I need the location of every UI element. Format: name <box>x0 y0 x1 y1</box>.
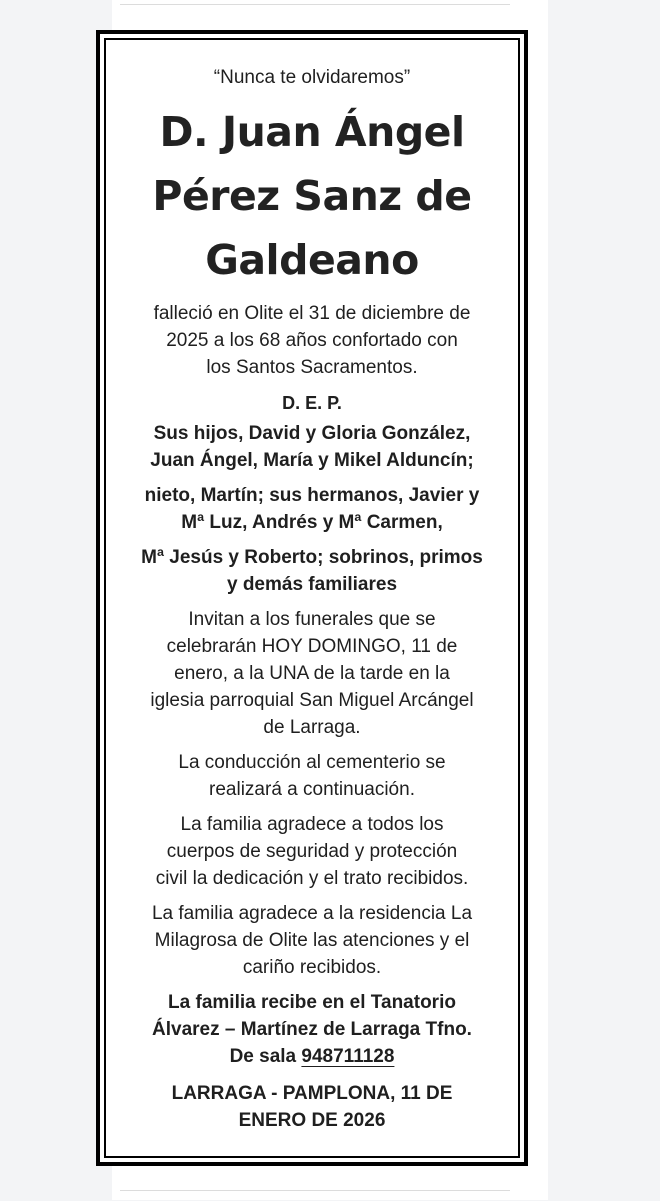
deceased-name <box>114 100 510 292</box>
name-line: D. Juan Ángel <box>159 108 465 156</box>
cemetery-note <box>114 749 510 803</box>
phone-link[interactable]: 948711128 <box>301 1046 395 1067</box>
text-line: y demás familiares <box>226 574 398 595</box>
text-line: Mª Luz, Andrés y Mª Carmen, <box>181 512 443 533</box>
next-card-edge <box>120 1190 510 1201</box>
text-line: Sus hijos, David y Gloria González, <box>153 423 471 444</box>
dep-label: D. E. P. <box>282 393 342 413</box>
epigraph-quote: “Nunca te olvidaremos” <box>213 67 411 88</box>
text-line: de Larraga. <box>263 717 361 738</box>
text-line: falleció en Olite el 31 de diciembre de <box>153 303 471 324</box>
text-line: iglesia parroquial San Miguel Arcángel <box>150 690 474 711</box>
wake-info <box>114 989 510 1070</box>
text-line: Álvarez – Martínez de Larraga Tfno. <box>152 1019 472 1040</box>
thanks-security <box>114 811 510 892</box>
funeral-invitation <box>114 606 510 741</box>
obituary-card <box>96 30 528 1166</box>
name-line: Pérez Sanz de <box>152 172 472 220</box>
text-line: los Santos Sacramentos. <box>206 357 418 378</box>
family-group <box>114 544 510 598</box>
text-line: Mª Jesús y Roberto; sobrinos, primos <box>141 547 483 568</box>
name-line: Galdeano <box>205 236 419 284</box>
text-line: nieto, Martín; sus hermanos, Javier y <box>144 485 480 506</box>
text-line: La familia recibe en el Tanatorio <box>168 992 456 1013</box>
text-line: cariño recibidos. <box>242 957 382 978</box>
thanks-residence <box>114 900 510 981</box>
wake-room-line <box>114 1043 510 1070</box>
text-line: LARRAGA - PAMPLONA, 11 DE <box>171 1083 453 1104</box>
wake-room-label: De sala <box>229 1046 302 1067</box>
text-line: civil la dedicación y el trato recibidos. <box>155 868 469 889</box>
text-line: enero, a la UNA de la tarde en la <box>174 663 450 684</box>
text-line: Invitan a los funerales que se <box>188 609 436 630</box>
text-line: Juan Ángel, María y Mikel Alduncín; <box>150 450 474 471</box>
obituary-content <box>114 66 510 1134</box>
previous-card-edge <box>120 0 510 5</box>
text-line: La familia agradece a la residencia La <box>151 903 473 924</box>
text-line: celebrarán HOY DOMINGO, 11 de <box>166 636 458 657</box>
text-line: Milagrosa de Olite las atenciones y el <box>154 930 470 951</box>
text-line: realizará a continuación. <box>209 779 415 800</box>
place-date-signature <box>114 1080 510 1134</box>
text-line: La conducción al cementerio se <box>178 752 446 773</box>
text-line: cuerpos de seguridad y protección <box>166 841 458 862</box>
text-line: La familia agradece a todos los <box>180 814 444 835</box>
text-line: 2025 a los 68 años confortado con <box>166 330 458 351</box>
death-statement <box>114 300 510 381</box>
text-line: ENERO DE 2026 <box>238 1110 386 1131</box>
family-group <box>114 420 510 474</box>
family-group <box>114 482 510 536</box>
